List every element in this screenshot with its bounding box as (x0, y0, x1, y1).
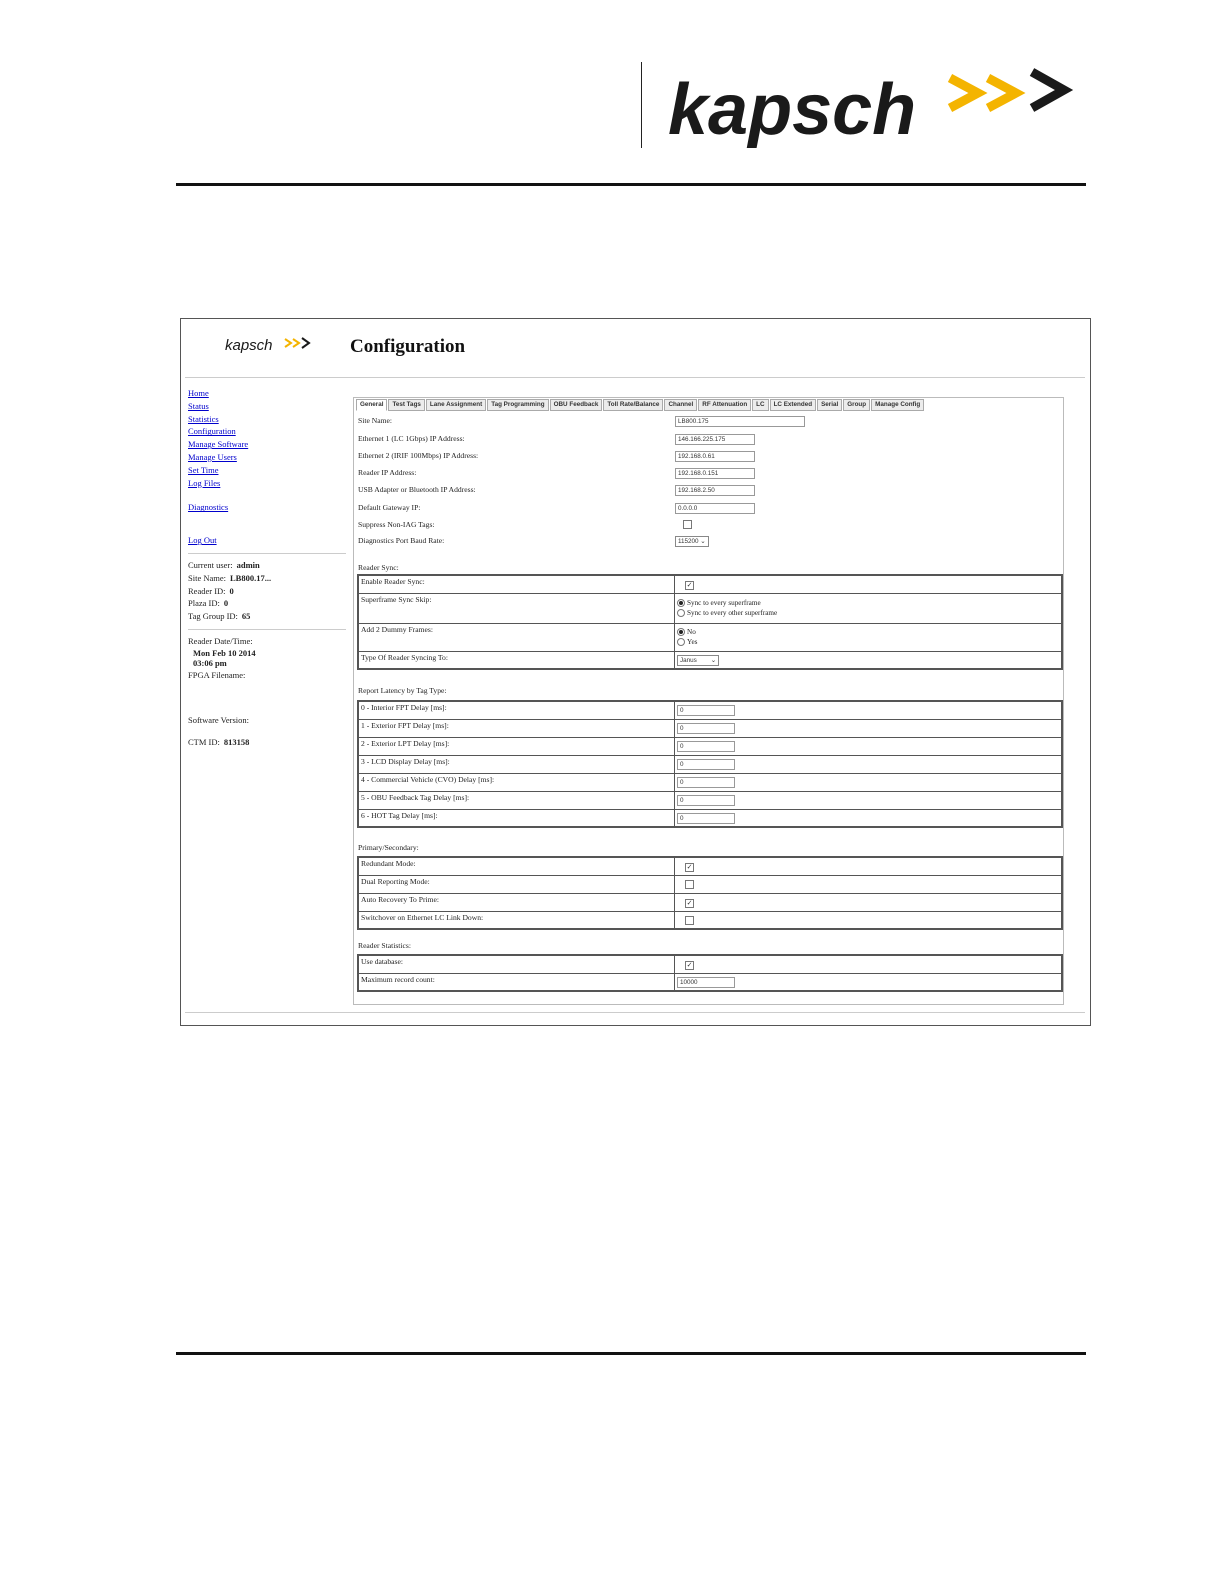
header-divider (641, 62, 642, 148)
sidebar-divider-2 (188, 629, 346, 630)
sync-type-value: Janus (680, 657, 697, 664)
site-name-label: Site Name: (188, 572, 227, 583)
plaza-id-value: 0 (223, 598, 229, 609)
site-name-row (188, 572, 346, 585)
baud-label: Diagnostics Port Baud Rate: (358, 536, 445, 545)
dummy-option-yes-label: Yes (687, 638, 698, 646)
reader-time: 03:06 pm (193, 658, 227, 669)
tab-general[interactable]: General (356, 399, 387, 411)
site-name-field-label: Site Name: (358, 416, 392, 425)
dummy-option-no[interactable] (677, 627, 697, 637)
baud-value: 115200 (678, 538, 699, 545)
usb-ip-label: USB Adapter or Bluetooth IP Address: (358, 485, 476, 494)
baud-select[interactable] (675, 536, 709, 547)
tab-manage-config[interactable]: Manage Config (871, 399, 924, 411)
max-count-input[interactable]: 10000 (677, 977, 735, 988)
latency-label: 5 - OBU Feedback Tag Delay [ms]: (361, 793, 470, 802)
latency-input[interactable]: 0 (677, 741, 735, 752)
dummy-label: Add 2 Dummy Frames: (361, 625, 433, 634)
tab-group[interactable]: Group (843, 399, 870, 411)
latency-label: 4 - Commercial Vehicle (CVO) Delay [ms]: (361, 775, 495, 784)
tab-tag-programming[interactable]: Tag Programming (487, 399, 548, 411)
latency-label: 0 - Interior FPT Delay [ms]: (361, 703, 447, 712)
radio-icon (677, 599, 685, 607)
reader-id-value: 0 (229, 585, 234, 596)
sidebar-nav (188, 387, 346, 547)
screenshot-frame (180, 318, 1091, 1026)
reader-ip-label: Reader IP Address: (358, 468, 417, 477)
enable-sync-label: Enable Reader Sync: (361, 577, 425, 586)
usb-ip-input[interactable]: 192.168.2.50 (675, 485, 755, 496)
eth1-label: Ethernet 1 (LC 1Gbps) IP Address: (358, 434, 465, 443)
nav-logout[interactable]: Log Out (188, 535, 217, 546)
dummy-option-no-label: No (687, 628, 696, 636)
latency-row (358, 737, 1062, 755)
tab-lc[interactable]: LC (752, 399, 768, 411)
kapsch-logo (668, 58, 1078, 148)
latency-row (358, 701, 1062, 719)
eth2-label: Ethernet 2 (IRIF 100Mbps) IP Address: (358, 451, 479, 460)
current-user-value: admin (236, 559, 260, 570)
sidebar-divider (188, 553, 346, 554)
latency-label: 6 - HOT Tag Delay [ms]: (361, 811, 438, 820)
latency-row (358, 809, 1062, 827)
nav-status[interactable]: Status (188, 400, 209, 411)
reader-datetime-label: Reader Date/Time: (188, 635, 253, 646)
enable-sync-checkbox[interactable]: ✓ (686, 581, 693, 589)
suppress-checkbox[interactable] (683, 520, 692, 529)
primary-row (358, 893, 1062, 911)
latency-input[interactable]: 0 (677, 723, 735, 734)
skip-option-other[interactable] (677, 608, 777, 618)
latency-row (358, 755, 1062, 773)
chevron-down-icon: ⌄ (710, 657, 716, 664)
dual-reporting-checkbox[interactable] (685, 880, 694, 889)
latency-input[interactable]: 0 (677, 777, 735, 788)
ctm-id-row (188, 736, 346, 749)
tab-lane-assignment[interactable]: Lane Assignment (426, 399, 486, 411)
latency-label: 1 - Exterior FPT Delay [ms]: (361, 721, 449, 730)
nav-configuration[interactable]: Configuration (188, 426, 236, 437)
sync-type-select[interactable] (677, 655, 719, 666)
nav-home[interactable]: Home (188, 388, 209, 398)
switchover-label: Switchover on Ethernet LC Link Down: (361, 913, 484, 922)
max-count-label: Maximum record count: (361, 975, 435, 984)
fpga-label: FPGA Filename: (188, 669, 246, 680)
eth1-input[interactable]: 146.166.225.175 (675, 434, 755, 445)
primary-title: Primary/Secondary: (358, 843, 419, 852)
latency-label: 2 - Exterior LPT Delay [ms]: (361, 739, 450, 748)
ctm-id-value: 813158 (223, 737, 250, 748)
latency-input[interactable]: 0 (677, 813, 735, 824)
enable-sync-row (358, 575, 1062, 593)
title-divider (185, 377, 1085, 378)
primary-row (358, 911, 1062, 929)
plaza-id-row (188, 597, 346, 610)
app-logo-chevrons-icon (285, 338, 309, 348)
skip-option-every-label: Sync to every superframe (687, 599, 761, 607)
tab-lc-extended[interactable]: LC Extended (770, 399, 817, 411)
current-user-row (188, 559, 346, 572)
software-version-label: Software Version: (188, 714, 249, 725)
primary-table (357, 856, 1063, 930)
tab-test-tags[interactable]: Test Tags (388, 399, 424, 411)
config-panel (353, 397, 1064, 1005)
stats-title: Reader Statistics: (358, 941, 411, 950)
latency-input[interactable]: 0 (677, 759, 735, 770)
nav-manage-software[interactable]: Manage Software (188, 439, 249, 450)
switchover-checkbox[interactable] (685, 916, 694, 925)
latency-title: Report Latency by Tag Type: (358, 686, 447, 695)
sync-type-label: Type Of Reader Syncing To: (361, 653, 448, 662)
gateway-label: Default Gateway IP: (358, 503, 421, 512)
eth2-input[interactable]: 192.168.0.61 (675, 451, 755, 462)
latency-input[interactable]: 0 (677, 795, 735, 806)
use-db-row (358, 955, 1062, 973)
dummy-row (358, 623, 1062, 651)
latency-row (358, 773, 1062, 791)
ctm-id-label: CTM ID: (188, 737, 220, 748)
redundant-mode-label: Redundant Mode: (361, 859, 416, 868)
logo-chevrons-icon (950, 72, 1064, 108)
tab-channel[interactable]: Channel (664, 399, 697, 411)
sync-type-row (358, 651, 1062, 669)
radio-icon (677, 638, 685, 646)
skip-option-every[interactable] (677, 598, 777, 608)
primary-row (358, 857, 1062, 875)
latency-label: 3 - LCD Display Delay [ms]: (361, 757, 450, 766)
current-user-label: Current user: (188, 559, 233, 570)
redundant-mode-checkbox[interactable]: ✓ (686, 863, 693, 871)
stats-table (357, 954, 1063, 992)
latency-input[interactable]: 0 (677, 705, 735, 716)
tab-serial[interactable]: Serial (817, 399, 842, 411)
reader-sync-table (357, 574, 1063, 670)
site-name-value: LB800.17... (230, 572, 272, 583)
chevron-down-icon: ⌄ (700, 538, 706, 545)
footer-rule (176, 1352, 1086, 1355)
primary-row (358, 875, 1062, 893)
header-rule (176, 183, 1086, 186)
reader-date: Mon Feb 10 2014 (193, 647, 256, 658)
config-tabs (356, 399, 925, 410)
suppress-label: Suppress Non-IAG Tags: (358, 520, 435, 529)
skip-row (358, 593, 1062, 623)
tab-obu-feedback[interactable]: OBU Feedback (550, 399, 603, 411)
tab-rf-attenuation[interactable]: RF Attenuation (698, 399, 751, 411)
gateway-input[interactable]: 0.0.0.0 (675, 503, 755, 514)
page-title: Configuration (350, 336, 466, 357)
nav-statistics[interactable]: Statistics (188, 413, 219, 424)
app-logo (225, 333, 315, 355)
kapsch-logo-text: kapsch (668, 70, 917, 148)
auto-recovery-label: Auto Recovery To Prime: (361, 895, 439, 904)
use-db-checkbox[interactable]: ✓ (686, 961, 693, 969)
sidebar (188, 387, 346, 749)
reader-id-row (188, 585, 346, 598)
tag-group-row (188, 610, 346, 623)
latency-row (358, 791, 1062, 809)
tab-toll-rate-balance[interactable]: Toll Rate/Balance (603, 399, 663, 411)
site-name-input[interactable]: LB800.175 (675, 416, 805, 427)
radio-icon (677, 609, 685, 617)
plaza-id-label: Plaza ID: (188, 598, 220, 609)
app-logo-text: kapsch (225, 337, 273, 354)
radio-icon (677, 628, 685, 636)
latency-table (357, 700, 1063, 828)
reader-sync-title: Reader Sync: (358, 563, 399, 572)
skip-label: Superframe Sync Skip: (361, 595, 432, 604)
nav-log-files[interactable]: Log Files (188, 477, 221, 488)
frame-bottom-divider (185, 1012, 1085, 1013)
nav-manage-users[interactable]: Manage Users (188, 451, 237, 462)
use-db-label: Use database: (361, 957, 403, 966)
skip-option-other-label: Sync to every other superframe (687, 609, 778, 617)
dual-reporting-label: Dual Reporting Mode: (361, 877, 430, 886)
tag-group-value: 65 (241, 611, 251, 622)
nav-diagnostics[interactable]: Diagnostics (188, 502, 229, 513)
latency-row (358, 719, 1062, 737)
max-count-row (358, 973, 1062, 991)
dummy-option-yes[interactable] (677, 637, 697, 647)
reader-ip-input[interactable]: 192.168.0.151 (675, 468, 755, 479)
tag-group-label: Tag Group ID: (188, 611, 238, 622)
auto-recovery-checkbox[interactable]: ✓ (686, 899, 693, 907)
nav-set-time[interactable]: Set Time (188, 464, 219, 475)
reader-id-label: Reader ID: (188, 585, 226, 596)
